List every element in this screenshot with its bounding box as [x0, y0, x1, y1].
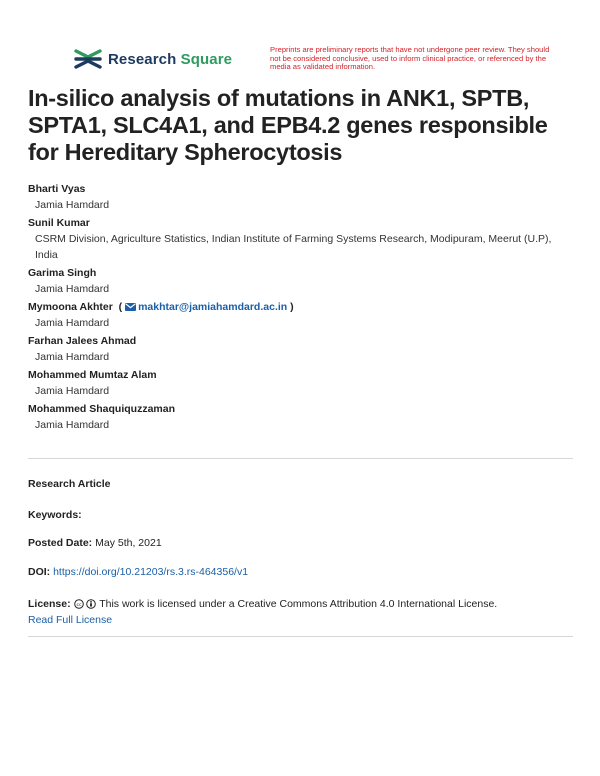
article-type: Research Article: [28, 478, 111, 490]
author-entry: [28, 181, 576, 213]
author-affiliation: Jamia Hamdard: [35, 199, 110, 211]
author-name: Mymoona Akhter: [28, 301, 113, 313]
license-text: This work is licensed under a Creative Commons Attribution 4.0 International License.: [99, 598, 498, 610]
preprint-notice: Preprints are preliminary reports that have not undergone peer review. They should not be considered conclusive, used to inform clinical practice, or referenced by the media as validated information.: [270, 45, 550, 72]
posted-date-value: May 5th, 2021: [95, 537, 162, 549]
author-name: Farhan Jalees Ahmad: [28, 335, 137, 347]
creative-commons-icon: [74, 599, 84, 609]
logo-text: [108, 51, 232, 68]
read-full-license-link[interactable]: Read Full License: [28, 614, 113, 626]
author-email: makhtar@jamiahamdard.ac.in: [138, 301, 288, 313]
author-affiliation: Jamia Hamdard: [35, 283, 110, 295]
author-affiliation: Jamia Hamdard: [35, 317, 110, 329]
research-square-logo-icon: [74, 48, 102, 70]
author-email-link[interactable]: [125, 301, 287, 313]
author-entry: [28, 265, 576, 297]
author-list: [28, 181, 576, 435]
author-name: Mohammed Mumtaz Alam: [28, 369, 157, 381]
author-affiliation: Jamia Hamdard: [35, 419, 110, 431]
author-affiliation: Jamia Hamdard: [35, 351, 110, 363]
email-close-paren: ): [290, 301, 294, 313]
author-affiliation: Jamia Hamdard: [35, 385, 110, 397]
license-label: License:: [28, 598, 71, 610]
research-square-logo[interactable]: [74, 48, 232, 70]
svg-text:cc: cc: [76, 603, 82, 608]
author-affiliation: CSRM Division, Agriculture Statistics, Indian Institute of Farming Systems Research, Modipuram, Meerut (U.P), India: [35, 233, 552, 261]
email-open-paren: (: [118, 301, 123, 313]
author-entry: [28, 401, 576, 433]
header: [74, 46, 554, 76]
paper-title: In-silico analysis of mutations in ANK1, SPTB, SPTA1, SLC4A1, and EPB4.2 genes responsible for Hereditary Spherocytosis: [28, 85, 548, 165]
divider-bottom: [28, 636, 573, 637]
keywords: Keywords:: [28, 509, 82, 521]
mail-icon: [125, 303, 136, 311]
posted-date-label: Posted Date:: [28, 537, 93, 549]
doi: [28, 566, 248, 578]
author-entry: [28, 333, 576, 365]
logo-word-square: Square: [180, 50, 233, 68]
logo-word-research: Research: [108, 50, 177, 68]
author-entry: [28, 215, 576, 263]
author-name-with-email: [28, 299, 576, 315]
author-name: Mohammed Shaquiquzzaman: [28, 403, 176, 415]
author-entry: [28, 299, 576, 331]
doi-link[interactable]: https://doi.org/10.21203/rs.3.rs-464356/v1: [53, 566, 249, 578]
author-name: Sunil Kumar: [28, 217, 90, 229]
author-entry: [28, 367, 576, 399]
author-name: Bharti Vyas: [28, 183, 86, 195]
divider-top: [28, 458, 573, 459]
author-name: Garima Singh: [28, 267, 97, 279]
doi-label: DOI:: [28, 566, 51, 578]
license: [28, 596, 573, 628]
posted-date: [28, 537, 162, 549]
attribution-icon: [86, 599, 96, 609]
